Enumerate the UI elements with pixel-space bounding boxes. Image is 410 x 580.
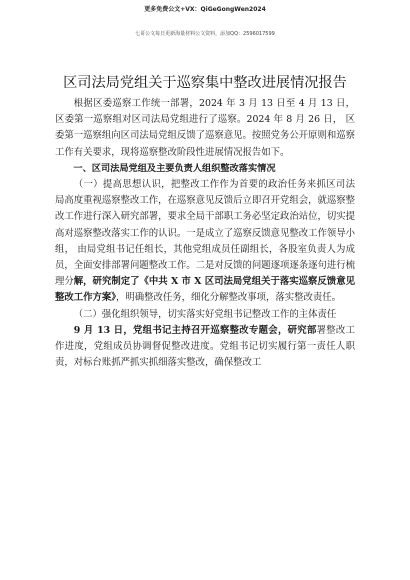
document-title: 区司法局党组关于巡察集中整改进展情况报告 — [63, 75, 347, 91]
sub-note: 七哥公文每日更新海量材料公文资料，添加QQ：2596017599 — [135, 31, 275, 37]
paragraph-organization-text: （一）提高思想认识，把整改工作作为首要的政治任务来抓区司法局高度重视巡察整改工作，在巡察意见反馈后立即召开党组会，就巡察整改工作进行深入研究部署，要求全局干部职工务必坚定政治站位，切实提高对巡察整改落实工作的认识。一是成立了巡察反馈意见整改工作领导小组， 由局党组书记任组长，其他党组成员任副组长，各股室负责人为成员，全面安排部署问题整改工作。二是对反馈的问题逐项逐条逐句进行梳理分 — [55, 179, 356, 288]
paragraph-organization — [55, 177, 355, 307]
paragraph-leadership-text: 署整改工作进度，党组成员协调督促整改进度。党组书记切实履行第一责任人职责，对标台账抓严抓实抓细落实整改，确保整改工 — [55, 324, 355, 369]
document-body — [55, 96, 355, 371]
subsection-heading: （二）强化组织领导，切实落实好党组书记整改工作的主体责任 — [73, 308, 337, 320]
top-note: 更多免费公文+VX：QiGeGongWen2024 — [144, 6, 266, 13]
paragraph-leadership — [55, 323, 355, 372]
paragraph-organization-tail: ，明确整改任务，细化分解整改事项，落实整改责任。 — [115, 292, 341, 304]
paragraph-organization-bold-b: 意见整改工作方案》 — [55, 276, 355, 304]
paragraph-organization-bold-a: 解，研究制定了《中共 X 市 X 区司法局党组关于落实巡察反馈 — [73, 276, 337, 288]
section-heading: 一、区司法局党组及主要负责人组织整改落实情况 — [73, 162, 276, 174]
paragraph-intro: 根据区委巡察工作统一部署，2024 年 3 月 13 日至 4 月 13 日， 区委第一巡察组对区司法局党组进行了巡察。2024 年 8 月 26 日， 区委第一巡察组向区司法局党组反馈了巡察意见。按照党务公开原则和巡察工作有关要求，现将巡察整改阶段性进展情况报告如下。 — [55, 98, 356, 158]
paragraph-leadership-bold: 9 月 13 日，党组书记主持召开巡察整改专题会，研究部 — [73, 324, 317, 336]
